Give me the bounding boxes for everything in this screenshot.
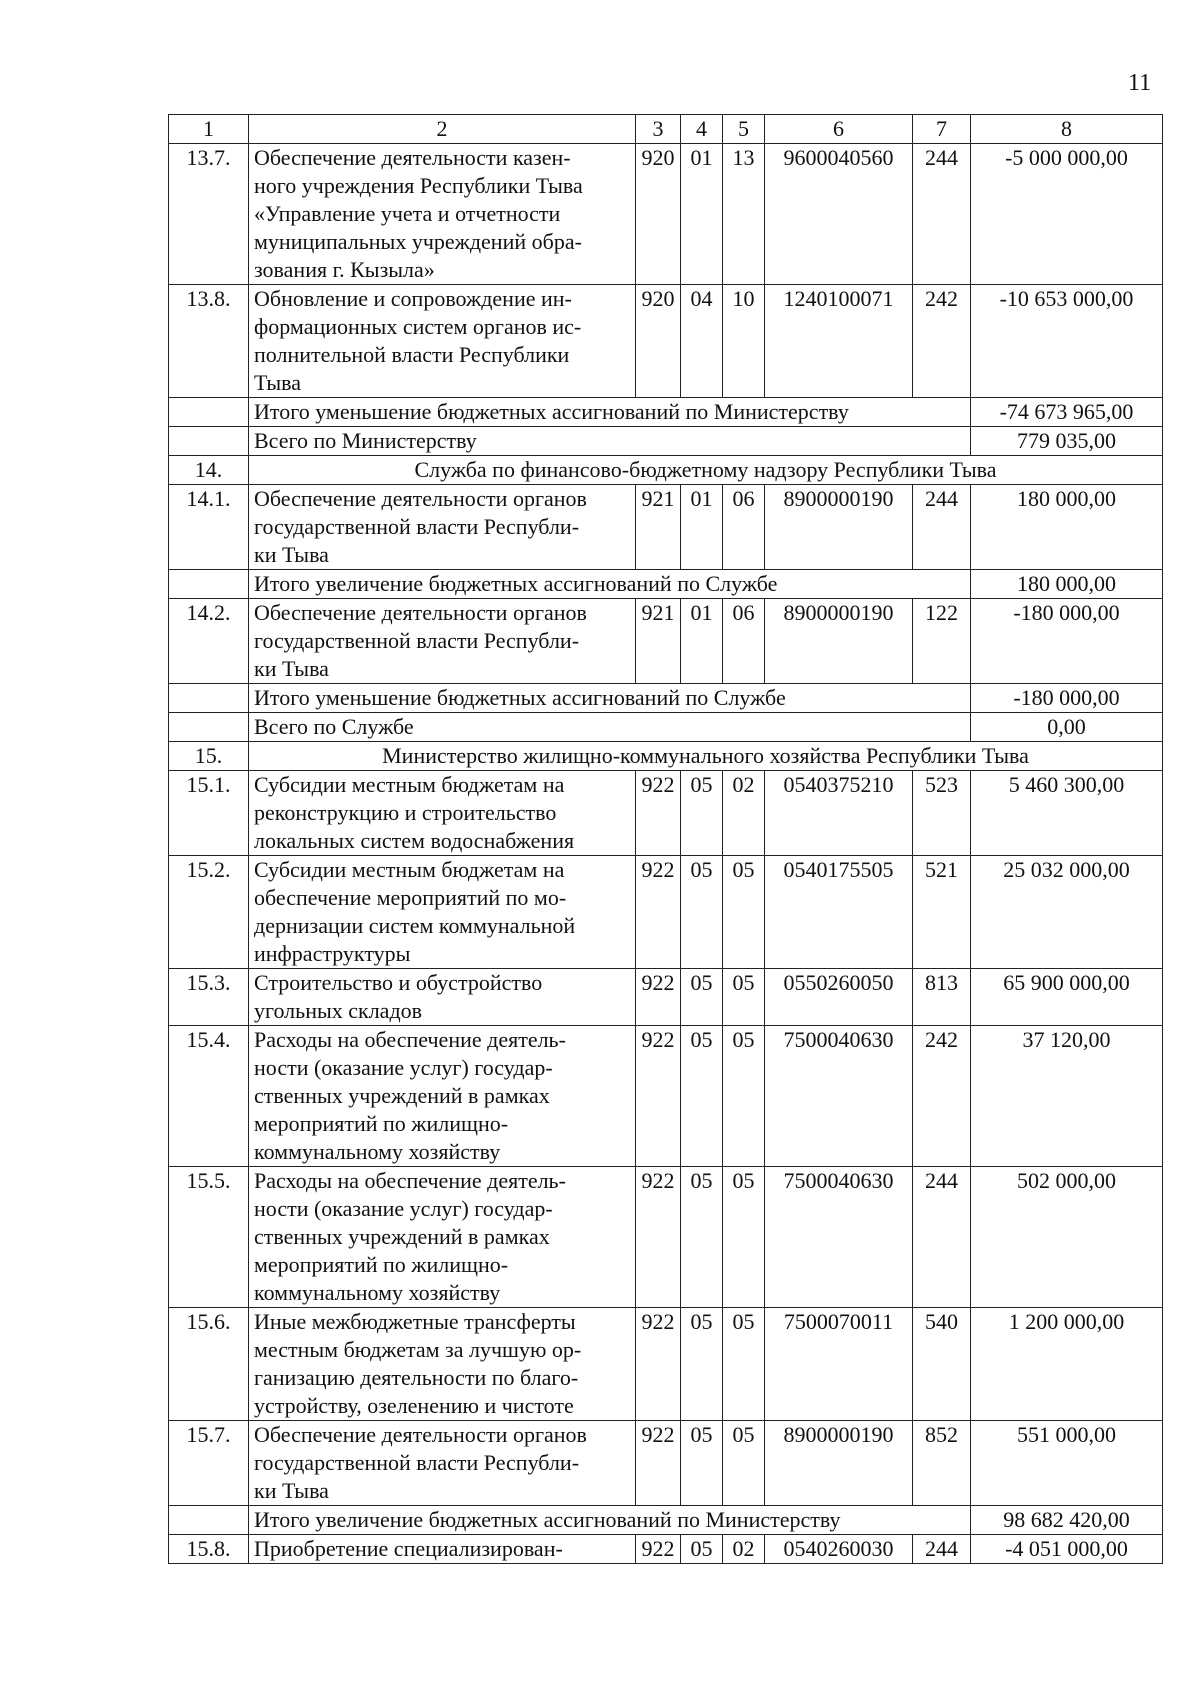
- amount: -4 051 000,00: [971, 1535, 1163, 1564]
- expense-type-code: 122: [913, 599, 971, 684]
- section-number: 15.: [169, 742, 249, 771]
- table-row: [169, 485, 1163, 570]
- expense-type-code: 244: [913, 144, 971, 285]
- table-row: [169, 1026, 1163, 1167]
- total-row: [169, 713, 1163, 742]
- amount: 25 032 000,00: [971, 856, 1163, 969]
- amount: 5 460 300,00: [971, 771, 1163, 856]
- ministry-code: 922: [636, 1026, 681, 1167]
- row-number: 15.8.: [169, 1535, 249, 1564]
- ministry-code: 922: [636, 969, 681, 1026]
- subsection-code: 05: [723, 1308, 765, 1421]
- ministry-code: 921: [636, 485, 681, 570]
- target-article-code: 0540260030: [765, 1535, 913, 1564]
- total-amount: -180 000,00: [971, 684, 1163, 713]
- amount: 180 000,00: [971, 485, 1163, 570]
- subsection-code: 05: [723, 1026, 765, 1167]
- row-name-line: государственной власти Республи-: [254, 1450, 580, 1475]
- row-name: [249, 1308, 636, 1421]
- ministry-code: 922: [636, 1167, 681, 1308]
- expense-type-code: 242: [913, 1026, 971, 1167]
- row-name-line: Обновление и сопровождение ин-: [254, 286, 572, 311]
- amount: 65 900 000,00: [971, 969, 1163, 1026]
- row-number: 15.4.: [169, 1026, 249, 1167]
- row-name-line: обеспечение мероприятий по мо-: [254, 885, 567, 910]
- total-row: [169, 1506, 1163, 1535]
- total-label: Итого уменьшение бюджетных ассигнований по Министерству: [249, 398, 971, 427]
- table-row: [169, 1421, 1163, 1506]
- subsection-code: 02: [723, 1535, 765, 1564]
- row-name: [249, 144, 636, 285]
- section-row: [169, 456, 1163, 485]
- expense-type-code: 852: [913, 1421, 971, 1506]
- section-code: 05: [681, 1167, 723, 1308]
- table-row: [169, 599, 1163, 684]
- row-number: 15.5.: [169, 1167, 249, 1308]
- table-row: [169, 771, 1163, 856]
- row-name: [249, 969, 636, 1026]
- amount: -5 000 000,00: [971, 144, 1163, 285]
- row-number: 13.7.: [169, 144, 249, 285]
- expense-type-code: 242: [913, 285, 971, 398]
- header-cell: 1: [169, 115, 249, 144]
- row-number: 13.8.: [169, 285, 249, 398]
- section-code: 05: [681, 1535, 723, 1564]
- expense-type-code: 540: [913, 1308, 971, 1421]
- total-empty-cell: [169, 1506, 249, 1535]
- row-name-line: ности (оказание услуг) государ-: [254, 1055, 553, 1080]
- row-name-line: устройству, озеленению и чистоте: [254, 1393, 574, 1418]
- row-name: [249, 485, 636, 570]
- row-name-line: дернизации систем коммунальной: [254, 913, 576, 938]
- row-number: 14.1.: [169, 485, 249, 570]
- ministry-code: 922: [636, 1535, 681, 1564]
- row-number: 15.3.: [169, 969, 249, 1026]
- section-number: 14.: [169, 456, 249, 485]
- section-code: 01: [681, 144, 723, 285]
- ministry-code: 921: [636, 599, 681, 684]
- section-title: Министерство жилищно-коммунального хозяйства Республики Тыва: [249, 742, 1163, 771]
- table-row: [169, 1535, 1163, 1564]
- ministry-code: 922: [636, 771, 681, 856]
- row-name-line: муниципальных учреждений обра-: [254, 229, 582, 254]
- total-empty-cell: [169, 570, 249, 599]
- row-name-line: мероприятий по жилищно-: [254, 1111, 509, 1136]
- row-name: [249, 1167, 636, 1308]
- row-name-line: полнительной власти Республики: [254, 342, 570, 367]
- header-cell: 4: [681, 115, 723, 144]
- subsection-code: 02: [723, 771, 765, 856]
- total-amount: -74 673 965,00: [971, 398, 1163, 427]
- amount: 1 200 000,00: [971, 1308, 1163, 1421]
- target-article-code: 7500040630: [765, 1026, 913, 1167]
- section-code: 04: [681, 285, 723, 398]
- row-name-line: ки Тыва: [254, 656, 329, 681]
- total-amount: 98 682 420,00: [971, 1506, 1163, 1535]
- total-empty-cell: [169, 398, 249, 427]
- row-name: [249, 1026, 636, 1167]
- row-number: 14.2.: [169, 599, 249, 684]
- expense-type-code: 523: [913, 771, 971, 856]
- target-article-code: 8900000190: [765, 1421, 913, 1506]
- ministry-code: 920: [636, 144, 681, 285]
- row-name-line: Расходы на обеспечение деятель-: [254, 1027, 566, 1052]
- amount: -180 000,00: [971, 599, 1163, 684]
- total-label: Итого увеличение бюджетных ассигнований по Службе: [249, 570, 971, 599]
- row-name-line: ки Тыва: [254, 542, 329, 567]
- header-cell: 2: [249, 115, 636, 144]
- ministry-code: 922: [636, 1308, 681, 1421]
- amount: 502 000,00: [971, 1167, 1163, 1308]
- subsection-code: 10: [723, 285, 765, 398]
- target-article-code: 8900000190: [765, 485, 913, 570]
- page-number: 11: [1128, 70, 1152, 96]
- table-row: [169, 1308, 1163, 1421]
- expense-type-code: 244: [913, 1167, 971, 1308]
- row-number: 15.2.: [169, 856, 249, 969]
- row-name-line: «Управление учета и отчетности: [254, 201, 561, 226]
- header-cell: 6: [765, 115, 913, 144]
- row-number: 15.7.: [169, 1421, 249, 1506]
- total-row: [169, 398, 1163, 427]
- row-name-line: Приобретение специализирован-: [254, 1536, 563, 1561]
- total-empty-cell: [169, 684, 249, 713]
- subsection-code: 05: [723, 856, 765, 969]
- header-cell: 7: [913, 115, 971, 144]
- total-label: Итого уменьшение бюджетных ассигнований по Службе: [249, 684, 971, 713]
- row-name: [249, 285, 636, 398]
- table-row: [169, 969, 1163, 1026]
- section-code: 05: [681, 1026, 723, 1167]
- row-name-line: Обеспечение деятельности органов: [254, 1422, 587, 1447]
- table-row: [169, 856, 1163, 969]
- row-name-line: мероприятий по жилищно-: [254, 1252, 509, 1277]
- row-name: [249, 1421, 636, 1506]
- target-article-code: 1240100071: [765, 285, 913, 398]
- row-name: [249, 771, 636, 856]
- row-name-line: зования г. Кызыла»: [254, 257, 435, 282]
- total-empty-cell: [169, 427, 249, 456]
- total-label: Всего по Министерству: [249, 427, 971, 456]
- header-cell: 8: [971, 115, 1163, 144]
- row-name: [249, 1535, 636, 1564]
- target-article-code: 7500070011: [765, 1308, 913, 1421]
- row-name-line: коммунальному хозяйству: [254, 1139, 501, 1164]
- target-article-code: 8900000190: [765, 599, 913, 684]
- row-name-line: формационных систем органов ис-: [254, 314, 582, 339]
- amount: -10 653 000,00: [971, 285, 1163, 398]
- table-body: [169, 144, 1163, 1564]
- row-name-line: коммунальному хозяйству: [254, 1280, 501, 1305]
- row-name-line: реконструкцию и строительство: [254, 800, 557, 825]
- total-amount: 779 035,00: [971, 427, 1163, 456]
- expense-type-code: 244: [913, 1535, 971, 1564]
- row-name-line: Обеспечение деятельности казен-: [254, 145, 571, 170]
- row-name-line: ности (оказание услуг) государ-: [254, 1196, 553, 1221]
- expense-type-code: 813: [913, 969, 971, 1026]
- section-code: 01: [681, 599, 723, 684]
- header-cell: 3: [636, 115, 681, 144]
- budget-table: [168, 114, 1163, 1564]
- ministry-code: 920: [636, 285, 681, 398]
- row-name-line: государственной власти Республи-: [254, 514, 580, 539]
- table-row: [169, 285, 1163, 398]
- table-row: [169, 144, 1163, 285]
- section-code: 05: [681, 969, 723, 1026]
- section-row: [169, 742, 1163, 771]
- row-name-line: Субсидии местным бюджетам на: [254, 772, 565, 797]
- section-code: 05: [681, 856, 723, 969]
- expense-type-code: 244: [913, 485, 971, 570]
- total-row: [169, 427, 1163, 456]
- ministry-code: 922: [636, 856, 681, 969]
- section-code: 05: [681, 1308, 723, 1421]
- section-code: 05: [681, 1421, 723, 1506]
- amount: 37 120,00: [971, 1026, 1163, 1167]
- subsection-code: 06: [723, 599, 765, 684]
- row-name-line: Обеспечение деятельности органов: [254, 600, 587, 625]
- row-name-line: ки Тыва: [254, 1478, 329, 1503]
- amount: 551 000,00: [971, 1421, 1163, 1506]
- row-name-line: Строительство и обустройство: [254, 970, 543, 995]
- total-amount: 180 000,00: [971, 570, 1163, 599]
- row-name: [249, 856, 636, 969]
- section-code: 05: [681, 771, 723, 856]
- row-name-line: ственных учреждений в рамках: [254, 1083, 550, 1108]
- row-name-line: локальных систем водоснабжения: [254, 828, 575, 853]
- target-article-code: 0540175505: [765, 856, 913, 969]
- total-amount: 0,00: [971, 713, 1163, 742]
- subsection-code: 05: [723, 1167, 765, 1308]
- total-row: [169, 684, 1163, 713]
- target-article-code: 7500040630: [765, 1167, 913, 1308]
- row-name-line: Иные межбюджетные трансферты: [254, 1309, 576, 1334]
- row-name-line: государственной власти Республи-: [254, 628, 580, 653]
- target-article-code: 0550260050: [765, 969, 913, 1026]
- row-name-line: Расходы на обеспечение деятель-: [254, 1168, 566, 1193]
- row-name-line: Обеспечение деятельности органов: [254, 486, 587, 511]
- target-article-code: 0540375210: [765, 771, 913, 856]
- row-name-line: угольных складов: [254, 998, 423, 1023]
- subsection-code: 05: [723, 969, 765, 1026]
- target-article-code: 9600040560: [765, 144, 913, 285]
- header-row: [169, 115, 1163, 144]
- row-name-line: ственных учреждений в рамках: [254, 1224, 550, 1249]
- total-empty-cell: [169, 713, 249, 742]
- row-name-line: ного учреждения Республики Тыва: [254, 173, 583, 198]
- total-row: [169, 570, 1163, 599]
- row-name-line: инфраструктуры: [254, 941, 411, 966]
- row-name-line: ганизацию деятельности по благо-: [254, 1365, 579, 1390]
- section-title: Служба по финансово-бюджетному надзору Республики Тыва: [249, 456, 1163, 485]
- section-code: 01: [681, 485, 723, 570]
- table-row: [169, 1167, 1163, 1308]
- expense-type-code: 521: [913, 856, 971, 969]
- total-label: Всего по Службе: [249, 713, 971, 742]
- subsection-code: 05: [723, 1421, 765, 1506]
- subsection-code: 06: [723, 485, 765, 570]
- row-name-line: местным бюджетам за лучшую ор-: [254, 1337, 582, 1362]
- row-number: 15.6.: [169, 1308, 249, 1421]
- row-number: 15.1.: [169, 771, 249, 856]
- subsection-code: 13: [723, 144, 765, 285]
- row-name: [249, 599, 636, 684]
- total-label: Итого увеличение бюджетных ассигнований по Министерству: [249, 1506, 971, 1535]
- row-name-line: Субсидии местным бюджетам на: [254, 857, 565, 882]
- header-cell: 5: [723, 115, 765, 144]
- ministry-code: 922: [636, 1421, 681, 1506]
- row-name-line: Тыва: [254, 370, 301, 395]
